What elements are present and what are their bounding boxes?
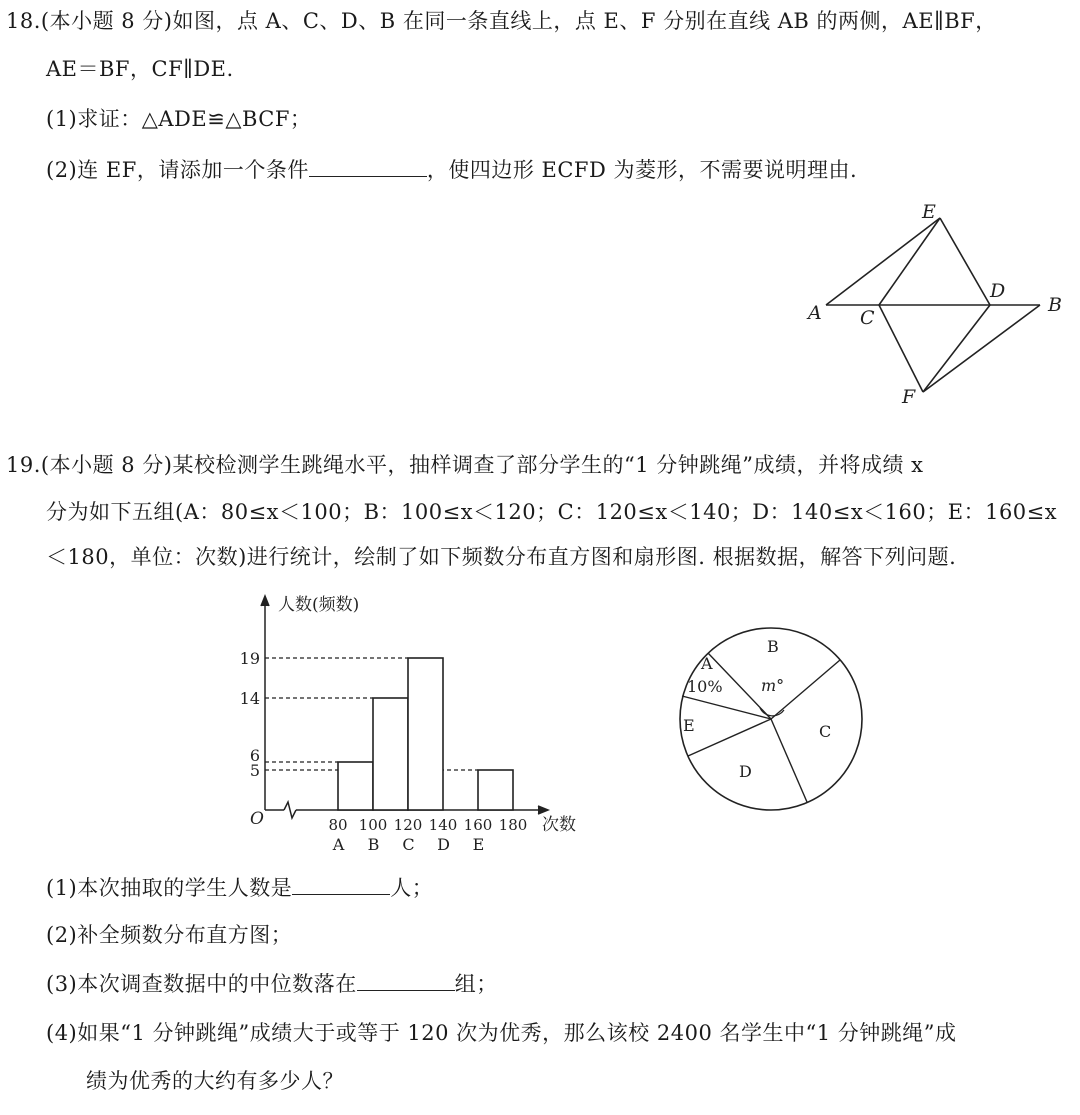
histogram-x-tick: 180 (498, 816, 528, 834)
q19-part3-after: 组； (454, 972, 498, 996)
q19-part3-answer-blank[interactable] (357, 968, 455, 991)
histogram-bar-a (338, 762, 373, 810)
pie-label-d: D (739, 762, 752, 781)
q19-part3-before: (3)本次调查数据中的中位数落在 (46, 972, 357, 996)
histogram-x-tick: 120 (393, 816, 423, 834)
q19-part2: (2)补全频数分布直方图； (46, 923, 293, 947)
histogram-bar-e (478, 770, 513, 810)
q18-part2 (46, 154, 857, 185)
histogram-xlabel: 次数 (542, 815, 576, 835)
q19-part1-before: (1)本次抽取的学生人数是 (46, 876, 293, 900)
q19-part1-answer-blank[interactable] (292, 872, 390, 895)
point-label-c: C (860, 307, 875, 329)
histogram-y-tick: 5 (249, 761, 260, 780)
histogram-y-tick: 6 (249, 746, 260, 765)
histogram-category-label: C (402, 835, 415, 854)
q19-text-line1: 19.(本小题 8 分)某校检测学生跳绳水平，抽样调查了部分学生的“1 分钟跳绳”成绩，并将成绩 x (6, 453, 924, 477)
histogram-category-label: B (367, 835, 380, 854)
pie-label-e: E (683, 716, 695, 735)
histogram-bar-b (373, 698, 408, 810)
histogram-y-tick: 14 (240, 689, 260, 708)
pie-label-a: A (701, 654, 713, 673)
pie-label-a-percent: 10% (687, 677, 723, 696)
sector-pie-chart (661, 609, 881, 829)
histogram-x-tick: 160 (463, 816, 493, 834)
pie-label-c: C (819, 722, 832, 741)
pie-label-b: B (767, 637, 779, 656)
q19-text-line3: ＜180，单位：次数)进行统计，绘制了如下频数分布直方图和扇形图. 根据数据，解答下列问题. (46, 545, 957, 569)
histogram-x-tick: 80 (328, 816, 348, 834)
q19-text-line2: 分为如下五组(A：80≤x＜100；B：100≤x＜120；C：120≤x＜140；D：140≤x＜160；E：160≤x (46, 500, 1058, 524)
q18-part1: (1)求证：△ADE≌△BCF； (46, 107, 312, 131)
histogram-y-tick: 19 (240, 649, 260, 668)
histogram-x-tick: 140 (428, 816, 458, 834)
q18-part2-before: (2)连 EF，请添加一个条件 (46, 158, 309, 182)
point-label-f: F (902, 386, 916, 408)
point-label-d: D (990, 280, 1006, 302)
histogram-bar-c (408, 658, 443, 810)
q18-part2-after: ，使四边形 ECFD 为菱形，不需要说明理由. (426, 158, 858, 182)
histogram-ylabel: 人数(频数) (278, 595, 360, 615)
q19-part4-line1: (4)如果“1 分钟跳绳”成绩大于或等于 120 次为优秀，那么该校 2400 名学生中“1 分钟跳绳”成 (46, 1021, 957, 1045)
q19-part3 (46, 968, 498, 999)
point-label-a: A (808, 302, 822, 324)
histogram-origin: O (250, 809, 264, 829)
q19-part1 (46, 872, 433, 903)
point-label-e: E (922, 201, 936, 223)
point-label-b: B (1048, 294, 1062, 316)
q18-text-line1: 18.(本小题 8 分)如图，点 A、C、D、B 在同一条直线上，点 E、F 分别在直线 AB 的两侧，AE∥BF， (6, 9, 997, 33)
histogram-x-tick: 100 (358, 816, 388, 834)
q19-part4-line2: 绩为优秀的大约有多少人？ (86, 1069, 344, 1093)
q18-text-line2: AE＝BF，CF∥DE. (46, 57, 234, 81)
frequency-histogram (240, 588, 600, 858)
q19-part1-after: 人； (390, 876, 434, 900)
q18-answer-blank[interactable] (309, 154, 427, 177)
histogram-category-label: A (332, 835, 345, 854)
histogram-category-label: E (472, 835, 485, 854)
histogram-category-label: D (437, 835, 450, 854)
pie-angle-label: m° (761, 676, 785, 695)
